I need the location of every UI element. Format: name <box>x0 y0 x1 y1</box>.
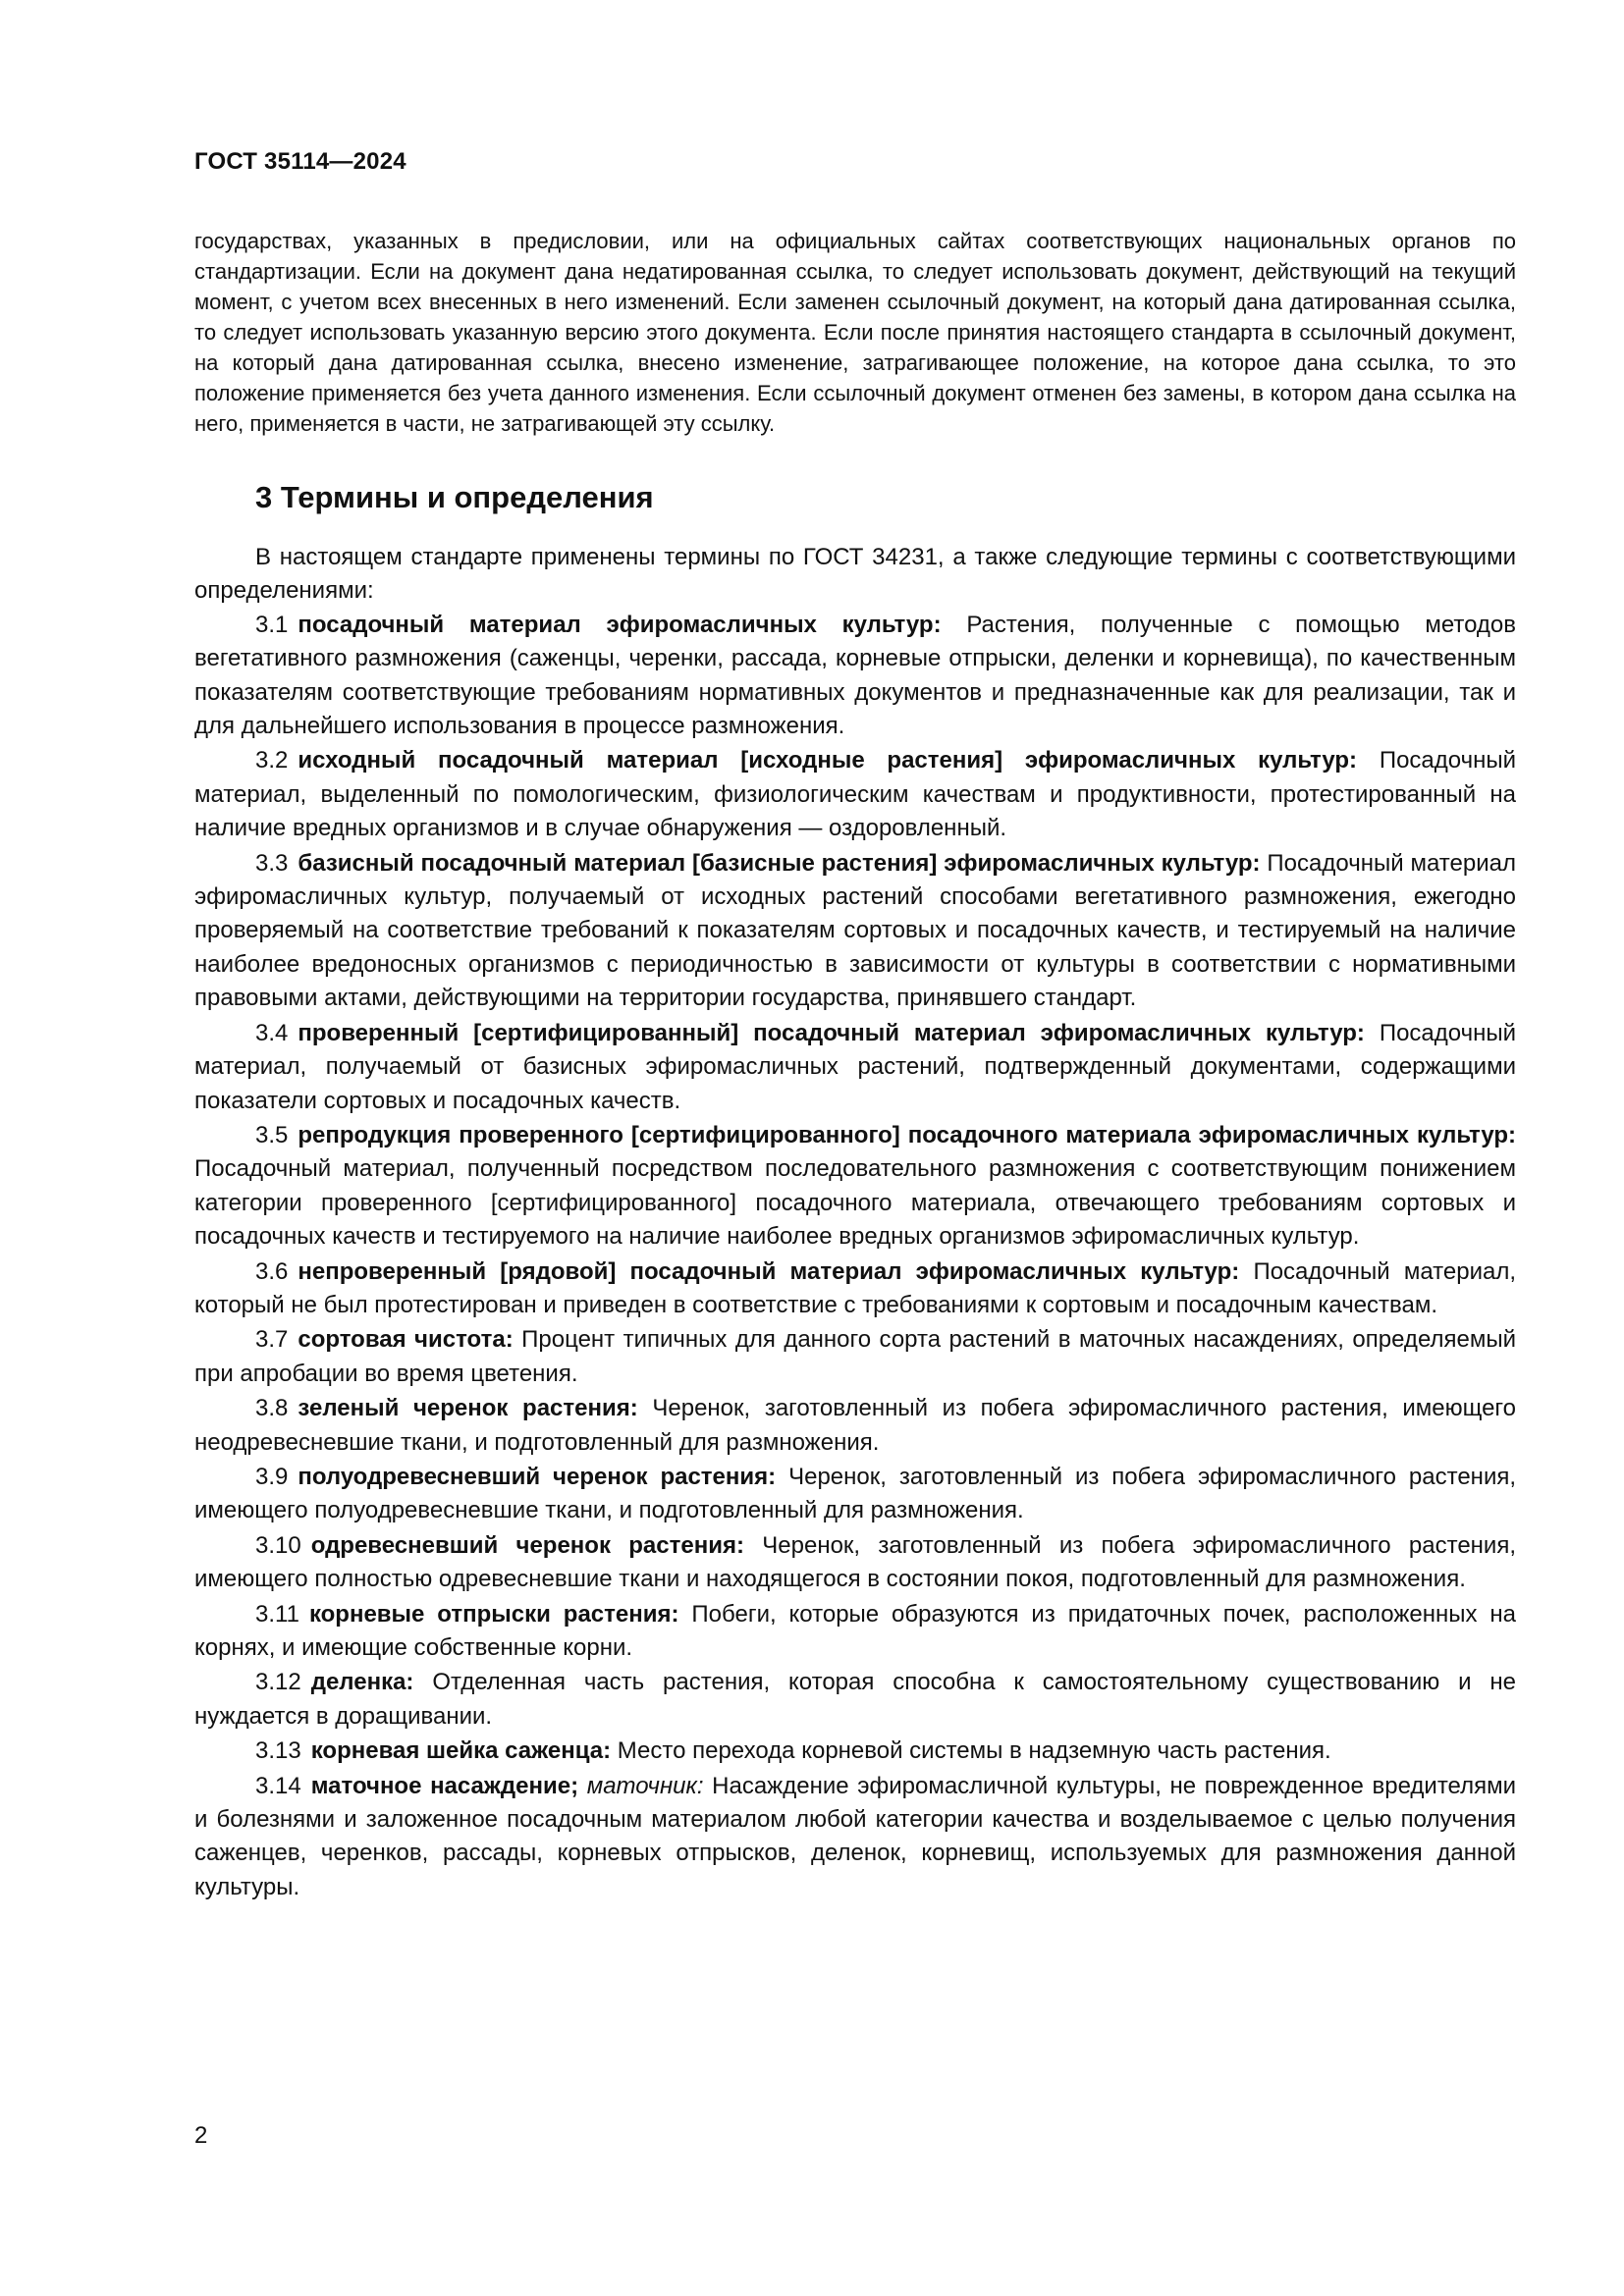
term-number: 3.1 <box>255 611 289 638</box>
term-definition: Место перехода корневой системы в надземную часть растения. <box>617 1737 1331 1765</box>
term-entry <box>194 1119 1516 1255</box>
term-number: 3.6 <box>255 1257 289 1285</box>
term-title: репродукция проверенного [сертифицированного] посадочного материала эфиромасличных культур: <box>298 1121 1516 1148</box>
term-definition: Посадочный материал, который не был протестирован и приведен в соответствие с требованиями к сортовым и посадочным качествам. <box>194 1257 1517 1318</box>
term-title: полуодревесневший черенок растения: <box>298 1463 777 1490</box>
term-number: 3.4 <box>255 1019 289 1046</box>
term-definition: Посадочный материал эфиромасличных культур, получаемый от исходных растений способами вегетативного размножения, ежегодно проверяемый на соответствие требований к показателям сортовых и посадочных качеств, и тестируемый на наличие наиболее вредоносных организмов с периодичностью в зависимости от культуры в соответствии с нормативными правовыми актами, действующими на территории государства, принявшего стандарт. <box>194 849 1516 1012</box>
term-entry <box>194 744 1516 845</box>
term-entry <box>194 1770 1516 1905</box>
term-entry <box>194 1666 1516 1734</box>
term-entry <box>194 1461 1516 1528</box>
term-number: 3.14 <box>255 1772 301 1799</box>
term-number: 3.12 <box>255 1669 301 1696</box>
term-number: 3.13 <box>255 1737 301 1765</box>
term-title: базисный посадочный материал [базисные растения] эфиромасличных культур: <box>298 849 1261 877</box>
term-definition: Черенок, заготовленный из побега эфиромасличного растения, имеющего полуодревесневшие ткани, и подготовленный для размножения. <box>194 1463 1517 1524</box>
term-entry <box>194 609 1516 744</box>
term-number: 3.8 <box>255 1395 289 1422</box>
term-number: 3.9 <box>255 1463 289 1490</box>
term-entry <box>194 1017 1516 1118</box>
term-title: зеленый черенок растения: <box>298 1395 638 1422</box>
term-title: одревесневший черенок растения: <box>310 1531 744 1559</box>
term-entry <box>194 1323 1516 1391</box>
term-number: 3.5 <box>255 1121 289 1148</box>
term-definition: Процент типичных для данного сорта растений в маточных насаждениях, определяемый при апробации во время цветения. <box>194 1326 1516 1387</box>
term-title: непроверенный [рядовой] посадочный материал эфиромасличных культур: <box>298 1257 1240 1285</box>
term-number: 3.11 <box>255 1600 299 1628</box>
term-title: корневая шейка саженца: <box>310 1737 612 1765</box>
term-entry <box>194 847 1516 1016</box>
document-header: ГОСТ 35114—2024 <box>194 148 406 175</box>
section-lead-paragraph: В настоящем стандарте применены термины по ГОСТ 34231, а также следующие термины с соответствующими определениями: <box>194 544 1516 605</box>
term-definition: Отделенная часть растения, которая способна к самостоятельному существованию и не нуждается в доращивании. <box>194 1669 1516 1730</box>
term-definition: Посадочный материал, полученный посредством последовательного размножения с соответствующим понижением категории проверенного [сертифицированного] посадочного материала, отвечающего требованиям сортовых и посадочных качеств и тестируемого на наличие наиболее вредных организмов эфиромасличных культур. <box>194 1155 1516 1251</box>
term-number: 3.10 <box>255 1531 301 1559</box>
term-number: 3.2 <box>255 747 289 774</box>
term-title: маточное насаждение; <box>310 1772 579 1799</box>
term-entry <box>194 1735 1516 1768</box>
term-entry <box>194 1255 1516 1323</box>
term-title: сортовая чистота: <box>298 1326 514 1354</box>
document-page <box>194 147 1516 1905</box>
term-definition: Посадочный материал, выделенный по помологическим, физиологическим качествам и продуктивности, протестированный на наличие вредных организмов и в случае обнаружения — оздоровленный. <box>194 747 1516 842</box>
term-entry <box>194 1598 1516 1666</box>
term-entry <box>194 1392 1516 1460</box>
term-list <box>194 609 1516 1904</box>
term-definition: Растения, полученные с помощью методов вегетативного размножения (саженцы, черенки, рассада, корневые отпрыски, деленки и корневища), по качественным показателям соответствующие требованиям нормативных документов и предназначенные как для реализации, так и для дальнейшего использования в процессе размножения. <box>194 611 1517 740</box>
term-title: корневые отпрыски растения: <box>308 1600 679 1628</box>
section-title: 3 Термины и определения <box>255 480 654 514</box>
term-definition: Насаждение эфиромасличной культуры, не поврежденное вредителями и болезнями и заложенное посадочным материалом любой категории качества и возделываемое с целью получения саженцев, черенков, рассады, корневых отпрысков, деленок, корневищ, используемых для размножения данной культуры. <box>194 1772 1516 1900</box>
intro-paragraph: государствах, указанных в предисловии, или на официальных сайтах соответствующих национальных органов по стандартизации. Если на документ дана недатированная ссылка, то следует использовать документ, действующий на текущий момент, с учетом всех внесенных в него изменений. Если заменен ссылочный документ, на который дана датированная ссылка, то следует использовать указанную версию этого документа. Если после принятия настоящего стандарта в ссылочный документ, на который дана датированная ссылка, внесено изменение, затрагивающее положение, на которое дана ссылка, то это положение применяется без учета данного изменения. Если ссылочный документ отменен без замены, в котором дана ссылка на него, применяется в части, не затрагивающей эту ссылку. <box>194 229 1516 436</box>
term-title: посадочный материал эфиромасличных культур: <box>298 611 942 638</box>
term-title: исходный посадочный материал [исходные растения] эфиромасличных культур: <box>298 747 1358 774</box>
term-title: проверенный [сертифицированный] посадочный материал эфиромасличных культур: <box>298 1019 1365 1046</box>
term-definition: Черенок, заготовленный из побега эфиромасличного растения, имеющего неодревесневшие ткани, и подготовленный для размножения. <box>194 1395 1517 1456</box>
term-synonym: маточник: <box>586 1772 704 1799</box>
term-number: 3.7 <box>255 1326 289 1354</box>
term-definition: Побеги, которые образуются из придаточных почек, расположенных на корнях, и имеющие собственные корни. <box>194 1600 1516 1661</box>
term-number: 3.3 <box>255 849 289 877</box>
page-number: 2 <box>194 2122 208 2149</box>
term-definition: Посадочный материал, получаемый от базисных эфиромасличных растений, подтвержденный документами, содержащими показатели сортовых и посадочных качеств. <box>194 1019 1517 1114</box>
term-definition: Черенок, заготовленный из побега эфиромасличного растения, имеющего полностью одревесневшие ткани и находящегося в состоянии покоя, подготовленный для размножения. <box>194 1531 1517 1593</box>
term-title: деленка: <box>310 1669 414 1696</box>
term-entry <box>194 1529 1516 1597</box>
